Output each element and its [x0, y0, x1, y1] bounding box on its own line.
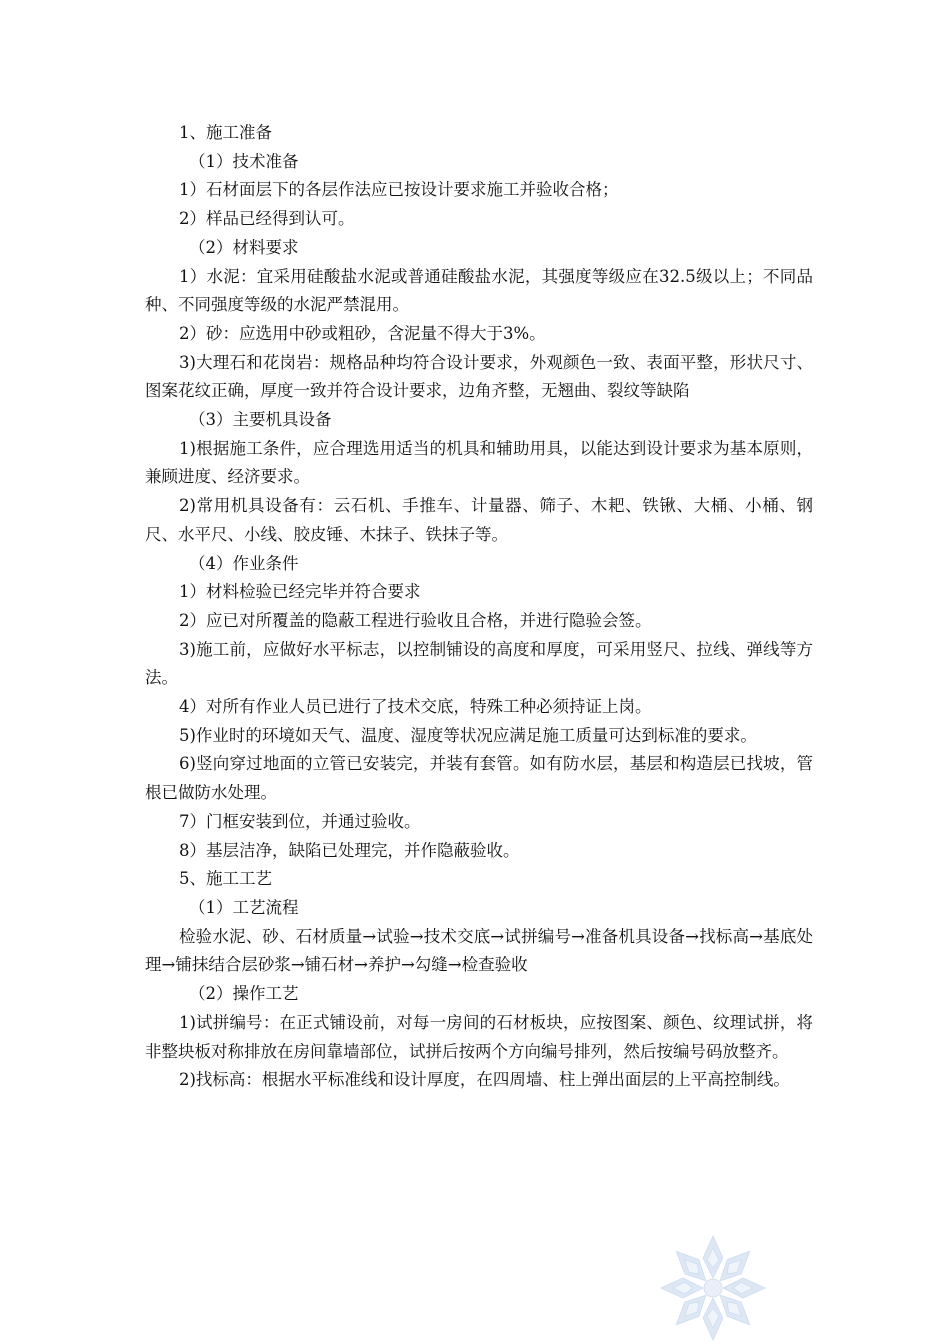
paragraph: 1）石材面层下的各层作法应已按设计要求施工并验收合格； [179, 180, 619, 200]
paragraph: 8）基层洁净，缺陷已处理完，并作隐蔽验收。 [179, 840, 520, 860]
document-body [145, 119, 813, 1095]
paragraph: （1）工艺流程 [189, 897, 299, 917]
paragraph: 1）水泥：宜采用硅酸盐水泥或普通硅酸盐水泥，其强度等级应在32.5级以上；不同品种、不同强度等级的水泥严禁混用。 [145, 266, 813, 315]
paragraph: （2）操作工艺 [189, 984, 299, 1004]
paragraph: 3)施工前，应做好水平标志，以控制铺设的高度和厚度，可采用竖尺、拉线、弹线等方法。 [145, 639, 813, 688]
paragraph: （2）材料要求 [189, 237, 299, 257]
paragraph: 检验水泥、砂、石材质量→试验→技术交底→试拼编号→准备机具设备→找标高→基底处理→铺抹结合层砂浆→铺石材→养护→勾缝→检查验收 [145, 926, 813, 975]
paragraph: 1)根据施工条件，应合理选用适当的机具和辅助用具，以能达到设计要求为基本原则，兼顾进度、经济要求。 [145, 438, 813, 487]
paragraph: 7）门框安装到位，并通过验收。 [179, 811, 421, 831]
paragraph: 2）样品已经得到认可。 [179, 209, 355, 229]
paragraph: 2）应已对所覆盖的隐蔽工程进行验收且合格，并进行隐验会签。 [179, 610, 652, 630]
paragraph: 4）对所有作业人员已进行了技术交底，特殊工种必须持证上岗。 [179, 697, 652, 717]
paragraph: 1）材料检验已经完毕并符合要求 [179, 582, 421, 602]
paragraph: 2)找标高：根据水平标准线和设计厚度，在四周墙、柱上弹出面层的上平高控制线。 [179, 1070, 790, 1090]
paragraph: 5)作业时的环境如天气、温度、湿度等状况应满足施工质量可达到标准的要求。 [179, 725, 757, 745]
paragraph: 2)常用机具设备有：云石机、手推车、计量器、筛子、木耙、铁锹、大桶、小桶、钢尺、水平尺、小线、胶皮锤、木抹子、铁抹子等。 [145, 496, 813, 544]
paragraph: 5、施工工艺 [179, 869, 272, 889]
paragraph: 1、施工准备 [179, 123, 272, 142]
paragraph: 3)大理石和花岗岩：规格品种均符合设计要求，外观颜色一致、表面平整，形状尺寸、图案花纹正确，厚度一致并符合设计要求，边角齐整，无翘曲、裂纹等缺陷 [145, 352, 813, 401]
paragraph: （4）作业条件 [189, 553, 299, 573]
snowflake-watermark-icon [655, 1228, 770, 1343]
paragraph: （1）技术准备 [189, 151, 299, 171]
paragraph: （3）主要机具设备 [189, 410, 332, 430]
paragraph: 2）砂：应选用中砂或粗砂，含泥量不得大于3%。 [179, 323, 546, 343]
paragraph: 1)试拼编号：在正式铺设前，对每一房间的石材板块，应按图案、颜色、纹理试拼，将非整块板对称排放在房间靠墙部位，试拼后按两个方向编号排列，然后按编号码放整齐。 [145, 1012, 813, 1061]
paragraph: 6)竖向穿过地面的立管已安装完，并装有套管。如有防水层，基层和构造层已找坡，管根已做防水处理。 [145, 754, 813, 803]
